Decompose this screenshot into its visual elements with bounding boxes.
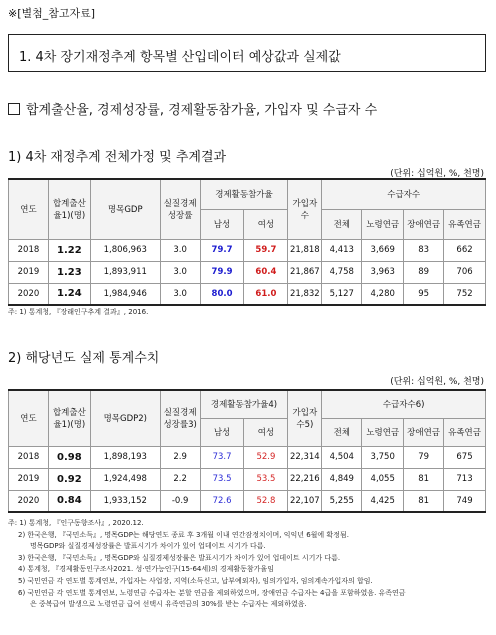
col-growth: 실질경제성장률 xyxy=(160,179,200,239)
cell-surv: 706 xyxy=(444,261,486,283)
col-year: 연도 xyxy=(9,390,49,446)
subtitle-line xyxy=(8,99,377,118)
cell-total: 5,255 xyxy=(322,490,362,512)
col-year: 연도 xyxy=(9,179,49,239)
cell-growth: 3.0 xyxy=(160,283,200,305)
subtitle: 합계출산율, 경제성장률, 경제활동참가율, 가입자 및 수급자 수 xyxy=(26,103,378,118)
cell-dis: 79 xyxy=(404,446,444,468)
section1-table xyxy=(8,178,486,306)
cell-growth: 3.0 xyxy=(160,239,200,261)
cell-gdp: 1,984,946 xyxy=(90,283,160,305)
table-row xyxy=(9,446,486,468)
cell-year: 2018 xyxy=(9,446,49,468)
col-recipients: 수급자수 xyxy=(322,179,486,209)
col-tfr: 합계출산율1)(명) xyxy=(48,179,90,239)
cell-growth: -0.9 xyxy=(160,490,200,512)
cell-surv: 662 xyxy=(444,239,486,261)
col-old-age: 노령연금 xyxy=(362,418,404,446)
cell-tfr: 1.23 xyxy=(48,261,90,283)
cell-growth: 3.0 xyxy=(160,261,200,283)
note-line: 3) 한국은행, 『국민소득』, 명목GDP와 실질경제성장률은 발표시기가 차이가 있어 업데이트 시기가 다름. xyxy=(18,553,341,562)
col-disability: 장애연금 xyxy=(404,418,444,446)
cell-year: 2020 xyxy=(9,490,49,512)
note-line: 5) 국민연금 각 연도별 통계연보, 가입자는 사업장, 지역(소득신고, 납부예외자), 임의가입자, 임의계속가입자의 합임. xyxy=(18,576,373,585)
col-female: 여성 xyxy=(244,209,288,239)
cell-gdp: 1,806,963 xyxy=(90,239,160,261)
table-row xyxy=(9,239,486,261)
cell-dis: 89 xyxy=(404,261,444,283)
cell-growth: 2.2 xyxy=(160,468,200,490)
cell-old: 4,055 xyxy=(362,468,404,490)
note-line: 은 중복급여 발생으로 노령연금 급여 선택시 유족연금의 30%를 받는 수급자는 제외하였음. xyxy=(30,600,307,609)
cell-dis: 83 xyxy=(404,239,444,261)
cell-growth: 2.9 xyxy=(160,446,200,468)
section1-heading: 1) 4차 재정추계 전체가정 및 추계결과 xyxy=(8,150,227,165)
cell-male: 73.5 xyxy=(200,468,244,490)
cell-subs: 21,867 xyxy=(288,261,322,283)
cell-female: 60.4 xyxy=(244,261,288,283)
table-row xyxy=(9,283,486,305)
section2-notes xyxy=(8,518,488,611)
col-old-age: 노령연금 xyxy=(362,209,404,239)
col-total: 전체 xyxy=(322,209,362,239)
cell-dis: 81 xyxy=(404,490,444,512)
cell-male: 73.7 xyxy=(200,446,244,468)
note-line: 6) 국민연금 각 연도별 통계연보, 노령연금 수급자는 분할 연금을 제외하였으며, 장애연금 수급자는 4급을 포함하였음. 유족연금 xyxy=(18,588,406,597)
cell-old: 4,280 xyxy=(362,283,404,305)
col-survivor: 유족연금 xyxy=(444,418,486,446)
note-line: 주: 1) 통계청, 『인구동향조사』, 2020.12. xyxy=(8,519,144,527)
cell-tfr: 0.84 xyxy=(48,490,90,512)
cell-tfr: 0.98 xyxy=(48,446,90,468)
cell-total: 4,849 xyxy=(322,468,362,490)
cell-year: 2019 xyxy=(9,468,49,490)
note-line: 명목GDP와 실질경제성장률은 발표시기가 차이가 있어 업데이트 시기가 다름. xyxy=(30,542,266,551)
col-subscribers: 가입자수5) xyxy=(288,390,322,446)
table-row xyxy=(9,490,486,512)
cell-tfr: 1.24 xyxy=(48,283,90,305)
cell-male: 80.0 xyxy=(200,283,244,305)
col-female: 여성 xyxy=(244,418,288,446)
cell-gdp: 1,898,193 xyxy=(90,446,160,468)
col-total: 전체 xyxy=(322,418,362,446)
cell-dis: 95 xyxy=(404,283,444,305)
section1-note: 주: 1) 통계청, 『장래인구추계 결과』, 2016. xyxy=(8,308,149,316)
section2-heading: 2) 해당년도 실제 통계수치 xyxy=(8,351,160,366)
note-line: 4) 통계청, 『경제활동인구조사2021. 성·연가능인구(15-64세)의 경제활동참가율임 xyxy=(18,565,274,574)
cell-female: 61.0 xyxy=(244,283,288,305)
col-participation: 경제활동참가율4) xyxy=(200,390,288,418)
cell-subs: 22,107 xyxy=(288,490,322,512)
cell-subs: 22,314 xyxy=(288,446,322,468)
cell-surv: 752 xyxy=(444,283,486,305)
cell-male: 79.7 xyxy=(200,239,244,261)
col-recipients: 수급자수6) xyxy=(322,390,486,418)
cell-subs: 22,216 xyxy=(288,468,322,490)
cell-tfr: 1.22 xyxy=(48,239,90,261)
cell-total: 4,758 xyxy=(322,261,362,283)
cell-total: 4,504 xyxy=(322,446,362,468)
table-row xyxy=(9,261,486,283)
cell-male: 72.6 xyxy=(200,490,244,512)
col-subscribers: 가입자수 xyxy=(288,179,322,239)
note-line: 2) 한국은행, 『국민소득』, 명목GDP는 해당연도 종료 후 3개월 이내 연간잠정치이며, 익익년 6월에 확정됨. xyxy=(18,530,349,539)
col-growth: 실질경제성장률3) xyxy=(160,390,200,446)
col-male: 남성 xyxy=(200,209,244,239)
cell-old: 3,669 xyxy=(362,239,404,261)
section2-unit: (단위: 십억원, %, 천명) xyxy=(390,377,484,387)
cell-gdp: 1,924,498 xyxy=(90,468,160,490)
page-title: 1. 4차 장기재정추계 항목별 산입데이터 예상값과 실제값 xyxy=(8,34,486,72)
table-row xyxy=(9,468,486,490)
cell-subs: 21,832 xyxy=(288,283,322,305)
cell-subs: 21,818 xyxy=(288,239,322,261)
square-bullet-icon xyxy=(8,103,20,115)
cell-year: 2019 xyxy=(9,261,49,283)
col-participation: 경제활동참가율 xyxy=(200,179,288,209)
section1-unit: (단위: 십억원, %, 천명) xyxy=(390,169,484,179)
col-disability: 장애연금 xyxy=(404,209,444,239)
cell-total: 4,413 xyxy=(322,239,362,261)
cell-female: 52.9 xyxy=(244,446,288,468)
cell-tfr: 0.92 xyxy=(48,468,90,490)
cell-gdp: 1,933,152 xyxy=(90,490,160,512)
cell-dis: 81 xyxy=(404,468,444,490)
cell-surv: 749 xyxy=(444,490,486,512)
col-gdp: 명목GDP2) xyxy=(90,390,160,446)
cell-old: 3,750 xyxy=(362,446,404,468)
cell-old: 3,963 xyxy=(362,261,404,283)
col-survivor: 유족연금 xyxy=(444,209,486,239)
cell-female: 52.8 xyxy=(244,490,288,512)
attachment-tag: ※[별첨_참고자료] xyxy=(8,7,96,20)
cell-female: 59.7 xyxy=(244,239,288,261)
cell-male: 79.9 xyxy=(200,261,244,283)
cell-total: 5,127 xyxy=(322,283,362,305)
cell-old: 4,425 xyxy=(362,490,404,512)
col-male: 남성 xyxy=(200,418,244,446)
cell-year: 2020 xyxy=(9,283,49,305)
cell-gdp: 1,893,911 xyxy=(90,261,160,283)
cell-year: 2018 xyxy=(9,239,49,261)
cell-female: 53.5 xyxy=(244,468,288,490)
section2-table xyxy=(8,389,486,513)
cell-surv: 675 xyxy=(444,446,486,468)
col-gdp: 명목GDP xyxy=(90,179,160,239)
col-tfr: 합계출산율1)(명) xyxy=(48,390,90,446)
cell-surv: 713 xyxy=(444,468,486,490)
